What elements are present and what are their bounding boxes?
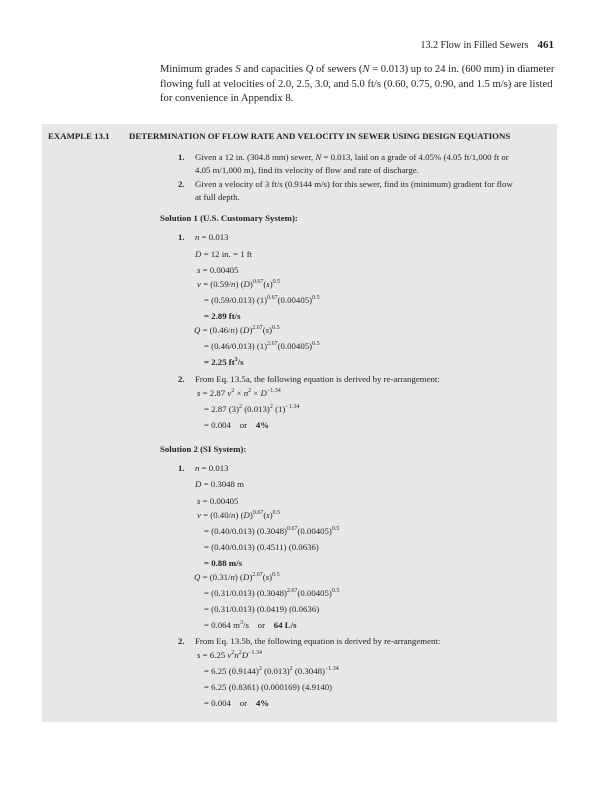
sol2-s-substitution: = 6.25 $(0.9144)^2$ $(0.013)^2$ $(0.3048)^{-1.34}$	[204, 666, 339, 676]
task-1-line-2: 4.05 m/1,000 m), find its velocity of flow and rate of discharge.	[195, 165, 419, 175]
task-2-number: 2.	[178, 179, 185, 189]
intro-paragraph: Minimum grades S and capacities Q of sewers (N = 0.013) up to 24 in. (600 mm) in diameter flowing full at velocities of 2.0, 2.5, 3.0, and 5.0 ft/s (0.60, 0.75, 0.90, and 1.5 m/s) are listed for convenience in Appendix 8.	[160, 64, 555, 105]
sol2-s-equation: s = 0.00405	[197, 496, 239, 506]
section-title: 13.2 Flow in Filled Sewers	[420, 40, 529, 51]
solution-2-title: Solution 2 (SI System):	[160, 444, 247, 454]
sol2-Q-equation: Q = (0.31/n) $(D)^{2.67}(s)^{0.5}$	[194, 572, 280, 582]
sol1-s-equation: s = 0.00405	[197, 265, 239, 275]
running-header	[420, 39, 554, 51]
task-1-number: 1.	[178, 152, 185, 162]
sol1-v-equation: v = (0.59/n) $(D)^{0.67}(s)^{0.5}$	[197, 279, 281, 289]
sol1-Q-result: = 2.25 $ft^3/s$	[204, 357, 244, 367]
sol1-item-2-text: From Eq. 13.5a, the following equation is derived by re-arrangement:	[195, 374, 440, 384]
task-1-line-1: Given a 12 in. (304.8 mm) sewer, N = 0.013, laid on a grade of 4.05% (4.05 ft/1,000 ft or	[195, 152, 509, 162]
sol1-s-rearranged: s = 2.87 $v^2 \times n^2 \times D^{-1.34}$	[197, 388, 281, 398]
sol1-v-result: = 2.89 ft/s	[204, 311, 241, 321]
sol1-s-substitution: = 2.87 $(3)^2$ $(0.013)^2$ $(1)^{-1.34}$	[204, 404, 300, 414]
sol2-v-result: = 0.88 m/s	[204, 558, 243, 568]
sol1-n-equation: n = 0.013	[195, 232, 229, 242]
example-heading	[48, 131, 510, 141]
sol1-item-2-number: 2.	[178, 374, 185, 384]
sol2-Q-evaluated: = (0.31/0.013) (0.0419) (0.0636)	[204, 604, 320, 614]
sol2-item-2-text: From Eq. 13.5b, the following equation is derived by re-arrangement:	[195, 636, 441, 646]
sol2-v-substitution: = (0.40/0.013) $(0.3048)^{0.67}(0.00405)^{0.5}$	[204, 526, 340, 536]
example-title: DETERMINATION OF FLOW RATE AND VELOCITY IN SEWER USING DESIGN EQUATIONS	[129, 131, 511, 141]
sol2-v-evaluated: = (0.40/0.013) (0.4511) (0.0636)	[204, 542, 319, 552]
sol2-v-equation: v = (0.40/n) $(D)^{0.67}(s)^{0.5}$	[197, 510, 281, 520]
task-2-line-2: at full depth.	[195, 192, 240, 202]
sol1-s-result: = 0.004 or 4%	[204, 420, 270, 430]
task-2-line-1: Given a velocity of 3 ft/s (0.9144 m/s) for this sewer, find its (minimum) gradient for flow	[195, 179, 513, 189]
sol2-Q-result: = 0.064 $m^3/s$ or 64 L/s	[204, 620, 297, 630]
sol1-item-1-number: 1.	[178, 232, 185, 242]
example-box	[42, 124, 557, 722]
sol2-s-evaluated: = 6.25 (0.8361) (0.000169) (4.9140)	[204, 682, 333, 692]
sol1-Q-equation: Q = (0.46/n) $(D)^{2.67}(s)^{0.5}$	[194, 325, 280, 335]
example-number: EXAMPLE 13.1	[48, 131, 110, 141]
sol2-item-1-number: 1.	[178, 463, 185, 473]
sol2-item-2-number: 2.	[178, 636, 185, 646]
sol2-s-result: = 0.004 or 4%	[204, 698, 270, 708]
sol2-s-rearranged: s = 6.25 $v^2n^2D^{-1.34}$	[197, 650, 262, 660]
sol1-D-equation: D = 12 in. = 1 ft	[195, 249, 253, 259]
solution-1-title: Solution 1 (U.S. Customary System):	[160, 213, 298, 223]
sol1-v-substitution: = (0.59/0.013) $(1)^{0.67}(0.00405)^{0.5}$	[204, 295, 320, 305]
sol2-D-equation: D = 0.3048 m	[195, 479, 244, 489]
sol2-n-equation: n = 0.013	[195, 463, 229, 473]
sol2-Q-substitution: = (0.31/0.013) $(0.3048)^{2.67}(0.00405)^{0.5}$	[204, 588, 340, 598]
sol1-Q-substitution: = (0.46/0.013) $(1)^{2.67}(0.00405)^{0.5}$	[204, 341, 320, 351]
page-number: 461	[537, 39, 554, 51]
